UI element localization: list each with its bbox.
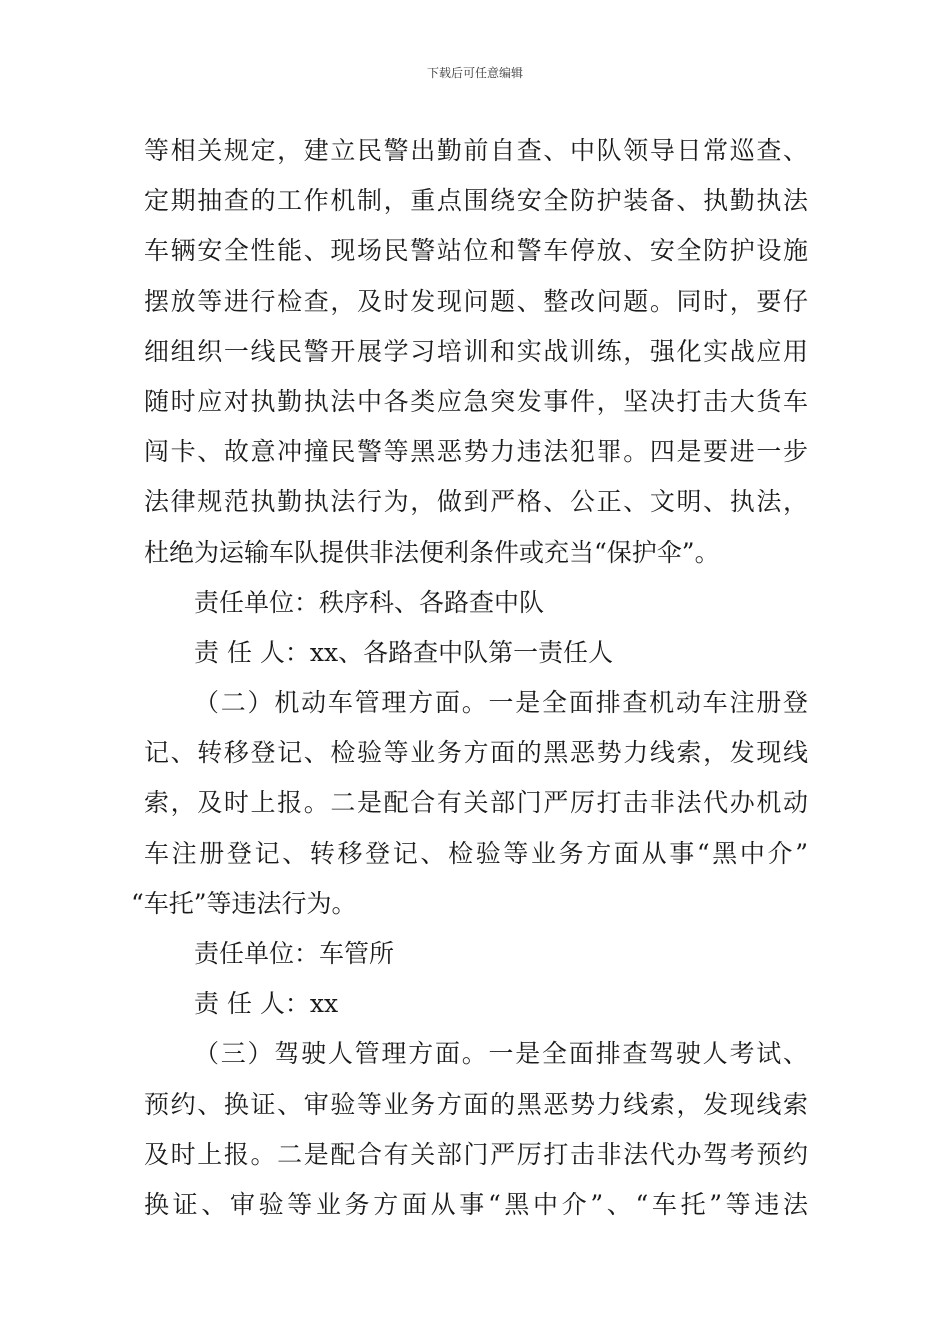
text-line: 车辆安全性能、现场民警站位和警车停放、安全防护设施 <box>144 236 808 266</box>
text-line: 定期抽查的工作机制，重点围绕安全防护装备、执勤执法 <box>144 186 808 216</box>
responsible-person: 责 任 人：xx <box>194 989 339 1019</box>
page-header: 下载后可任意编辑 <box>426 66 523 80</box>
text-line: 随时应对执勤执法中各类应急突发事件，坚决打击大货车 <box>144 386 808 416</box>
text-line: 等相关规定，建立民警出勤前自查、中队领导日常巡查、 <box>144 136 808 165</box>
text-line: 摆放等进行检查，及时发现问题、整改问题。同时，要仔 <box>144 286 808 316</box>
text-line: 及时上报。二是配合有关部门严厉打击非法代办驾考预约 <box>144 1139 808 1169</box>
text-line: 车注册登记、转移登记、检验等业务方面从事“黑中介” <box>144 838 808 868</box>
section-heading: （三）驾驶人管理方面。一是全面排查驾驶人考试、 <box>194 1039 808 1069</box>
text-line: 闯卡、故意冲撞民警等黑恶势力违法犯罪。四是要进一步 <box>144 437 808 467</box>
section-heading: （二）机动车管理方面。一是全面排查机动车注册登 <box>194 688 808 718</box>
text-line: 法律规范执勤执法行为，做到严格、公正、文明、执法， <box>144 487 808 517</box>
responsible-unit: 责任单位：车管所 <box>194 939 395 968</box>
document-body <box>131 126 808 1230</box>
responsible-unit: 责任单位：秩序科、各路查中队 <box>194 587 545 617</box>
responsible-person: 责 任 人：xx、各路查中队第一责任人 <box>194 637 614 667</box>
text-line: 杜绝为运输车队提供非法便利条件或充当“保护伞”。 <box>144 537 720 567</box>
text-line: 换证、审验等业务方面从事“黑中介”、“车托”等违法 <box>144 1189 808 1219</box>
text-line: “车托”等违法行为。 <box>131 888 357 918</box>
text-line: 记、转移登记、检验等业务方面的黑恶势力线索，发现线 <box>144 738 808 768</box>
text-line: 索，及时上报。二是配合有关部门严厉打击非法代办机动 <box>144 788 808 818</box>
text-line: 预约、换证、审验等业务方面的黑恶势力线索，发现线索 <box>144 1089 808 1119</box>
text-line: 细组织一线民警开展学习培训和实战训练，强化实战应用 <box>144 336 808 366</box>
